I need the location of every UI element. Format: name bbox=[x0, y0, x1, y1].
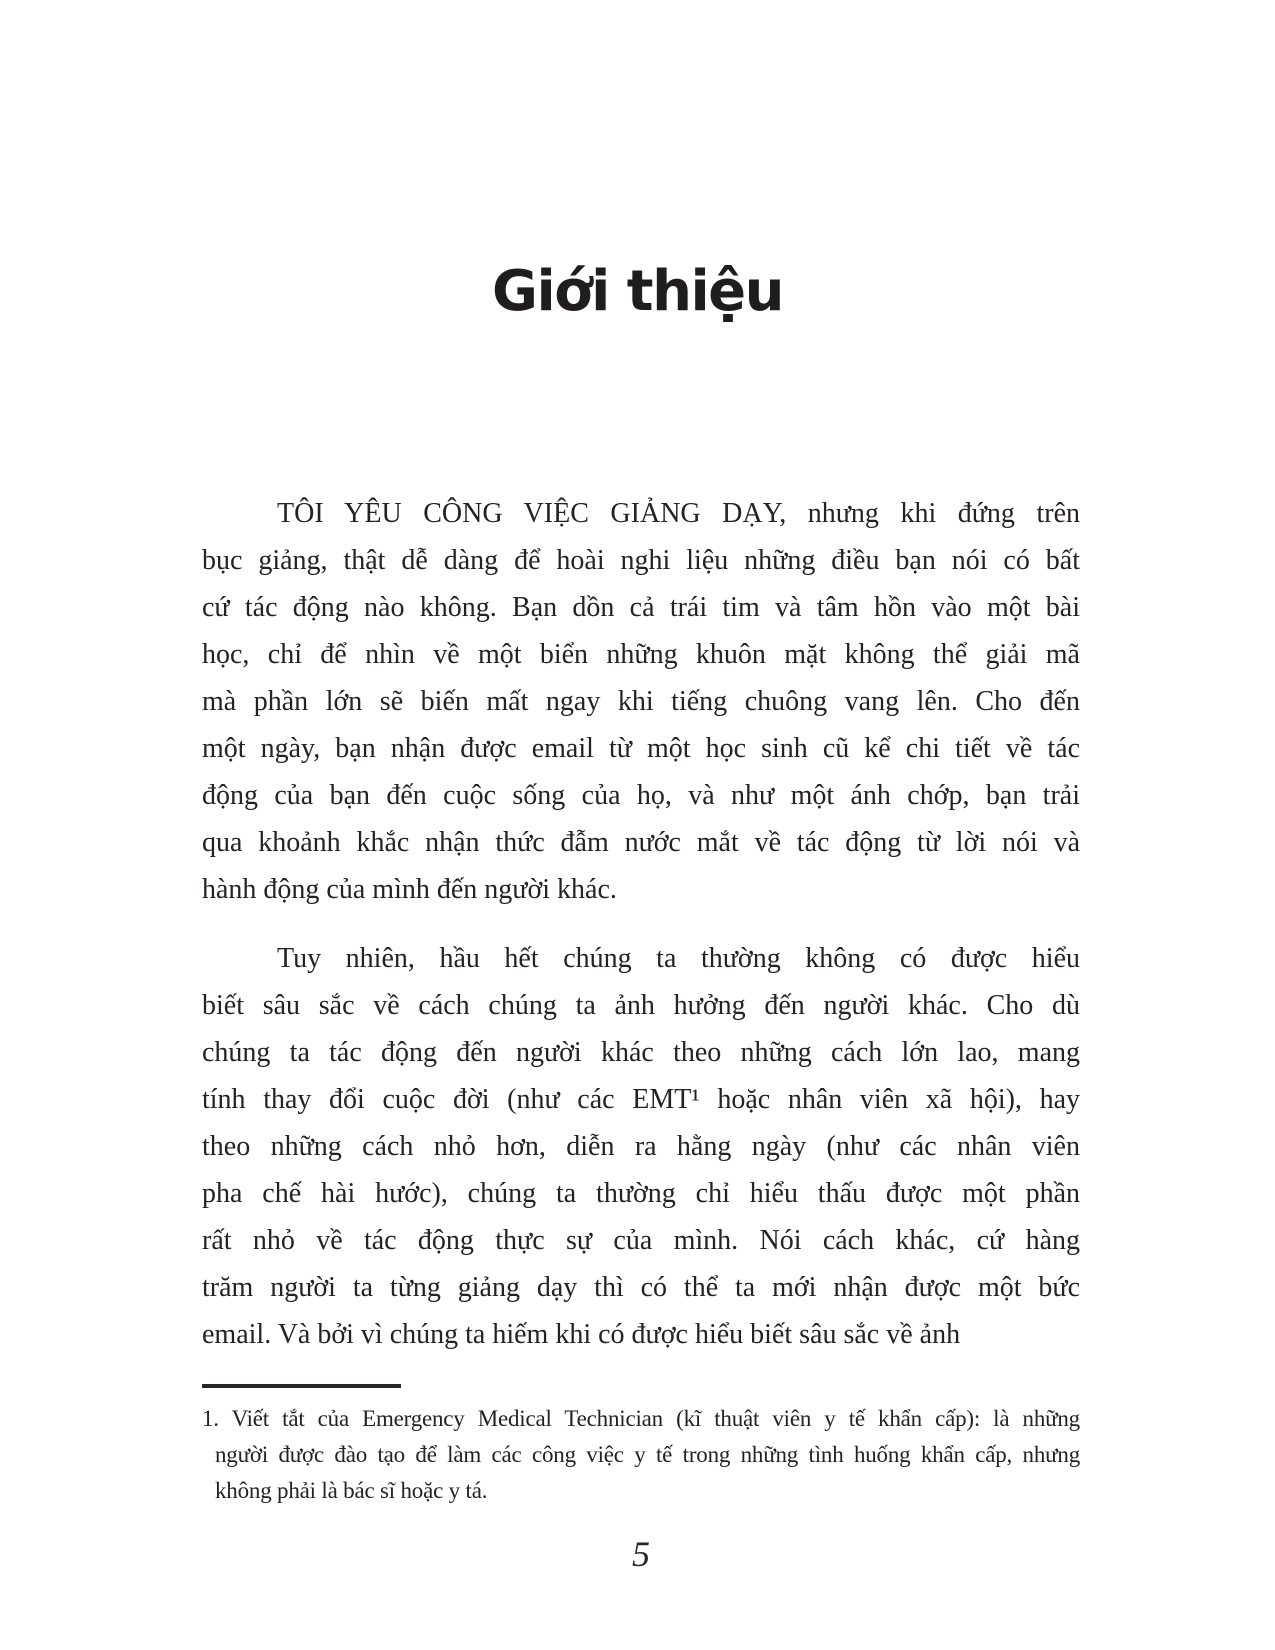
page-number: 5 bbox=[632, 1534, 650, 1574]
text-line: học, chỉ để nhìn về một biển những khuôn mặt không thể giải mã bbox=[202, 639, 1080, 670]
text-line: chúng ta tác động đến người khác theo những cách lớn lao, mang bbox=[202, 1037, 1080, 1068]
footnote-line: 1. Viết tắt của Emergency Medical Technician (kĩ thuật viên y tế khẩn cấp): là những bbox=[202, 1406, 1080, 1431]
text-line: theo những cách nhỏ hơn, diễn ra hằng ngày (như các nhân viên bbox=[202, 1131, 1080, 1162]
text-line: biết sâu sắc về cách chúng ta ảnh hưởng đến người khác. Cho dù bbox=[202, 990, 1080, 1021]
text-line: rất nhỏ về tác động thực sự của mình. Nói cách khác, cứ hàng bbox=[202, 1225, 1080, 1256]
footnote-divider bbox=[202, 1384, 401, 1388]
text-line: pha chế hài hước), chúng ta thường chỉ hiểu thấu được một phần bbox=[202, 1178, 1080, 1209]
text-line: email. Và bởi vì chúng ta hiếm khi có được hiểu biết sâu sắc về ảnh bbox=[202, 1319, 961, 1350]
paragraph-1 bbox=[202, 490, 1080, 913]
page-content bbox=[202, 490, 1080, 1358]
footnote bbox=[202, 1401, 1080, 1509]
text-line: trăm người ta từng giảng dạy thì có thể ta mới nhận được một bức bbox=[202, 1272, 1080, 1303]
text-line: mà phần lớn sẽ biến mất ngay khi tiếng chuông vang lên. Cho đến bbox=[202, 686, 1080, 717]
text-line: Tuy nhiên, hầu hết chúng ta thường không có được hiểu bbox=[277, 943, 1080, 974]
chapter-title: Giới thiệu bbox=[491, 259, 783, 324]
text-line: động của bạn đến cuộc sống của họ, và như một ánh chớp, bạn trải bbox=[202, 780, 1080, 811]
text-line: cứ tác động nào không. Bạn dồn cả trái tim và tâm hồn vào một bài bbox=[202, 592, 1080, 623]
text-line: bục giảng, thật dễ dàng để hoài nghi liệu những điều bạn nói có bất bbox=[202, 545, 1080, 576]
text-line: một ngày, bạn nhận được email từ một học sinh cũ kể chi tiết về tác bbox=[202, 733, 1080, 764]
footnote-line: người được đào tạo để làm các công việc y tế trong những tình huống khẩn cấp, nhưng bbox=[215, 1442, 1080, 1467]
text-line: hành động của mình đến người khác. bbox=[202, 874, 617, 905]
text-line: tính thay đổi cuộc đời (như các EMT¹ hoặc nhân viên xã hội), hay bbox=[202, 1084, 1080, 1115]
footnote-line: không phải là bác sĩ hoặc y tá. bbox=[215, 1478, 488, 1503]
paragraph-2 bbox=[202, 935, 1080, 1358]
text-line: qua khoảnh khắc nhận thức đẫm nước mắt về tác động từ lời nói và bbox=[202, 827, 1080, 858]
text-line: TÔI YÊU CÔNG VIỆC GIẢNG DẠY, nhưng khi đứng trên bbox=[277, 498, 1080, 529]
